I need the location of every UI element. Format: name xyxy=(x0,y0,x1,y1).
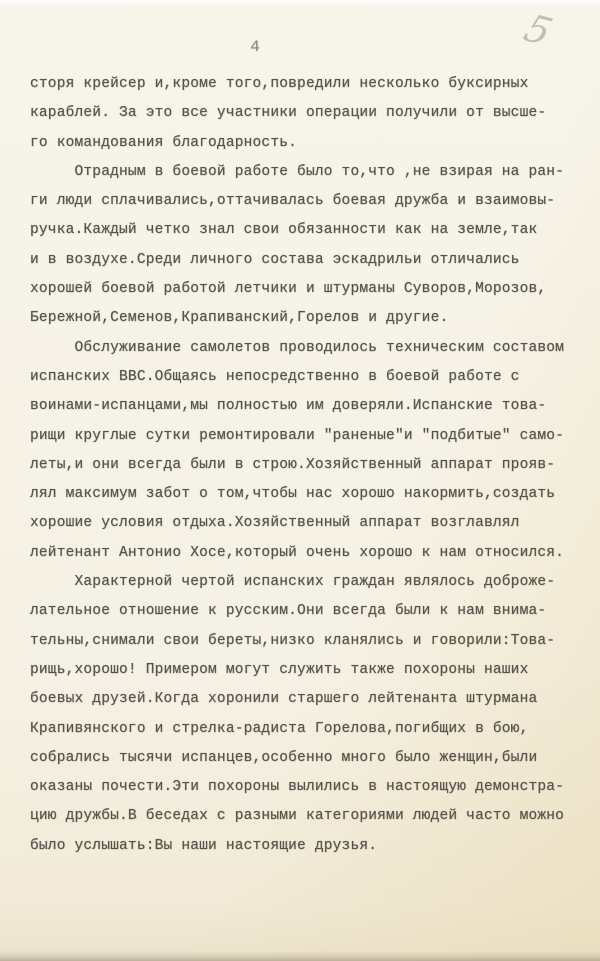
text-line: испанских ВВС.Общаясь непосредственно в боевой работе с xyxy=(30,368,520,385)
text-line: хорошие условия отдыха.Хозяйственный аппарат возглавлял xyxy=(30,515,520,532)
text-line: лял максимум забот о том,чтобы нас хорошо накормить,создать xyxy=(30,486,556,503)
text-line: цию дружбы.В беседах с разными категориями людей часто можно xyxy=(30,808,565,825)
text-line: хорошей боевой работой летчики и штурманы Суворов,Морозов, xyxy=(30,281,547,298)
typewritten-text-block xyxy=(30,70,582,861)
text-line: рищь,хорошо! Примером могут служить также похороны наших xyxy=(30,661,529,678)
text-line: Крапивянского и стрелка-радиста Горелова,погибщих в бою, xyxy=(30,720,529,737)
text-line: сторя крейсер и,кроме того,повредили несколько буксирных xyxy=(30,76,529,92)
text-line: воинами-испанцами,мы полностью им доверяли.Испанские това- xyxy=(30,398,547,415)
handwritten-pencil-mark: 5 xyxy=(518,6,559,54)
text-line: Характерной чертой испанских граждан являлось доброже- xyxy=(30,574,556,591)
scan-edge-top xyxy=(0,0,600,6)
text-line: боевых друзей.Когда хоронили старшего лейтенанта штурмана xyxy=(30,691,538,708)
text-line: караблей. За это все участники операции получили от высше- xyxy=(30,105,547,122)
text-line: тельны,снимали свои береты,низко кланялись и говорили:Това- xyxy=(30,632,556,649)
text-line: Отрадным в боевой работе было то,что ,не взирая на ран- xyxy=(30,163,565,180)
text-line: Бережной,Семенов,Крапиванский,Горелов и другие. xyxy=(30,310,449,327)
text-line: оказаны почести.Эти похороны вылились в настоящую демонстра- xyxy=(30,779,565,796)
text-line: лательное отношение к русским.Они всегда были к нам внима- xyxy=(30,603,547,620)
text-line: лейтенант Антонио Хосе,который очень хорошо к нам относился. xyxy=(30,544,565,561)
text-line: собрались тысячи испанцев,особенно много было женщин,были xyxy=(30,749,538,766)
page-number: 4 xyxy=(250,38,260,56)
text-line: и в воздухе.Среди личного состава эскадрильи отличались xyxy=(30,251,520,268)
text-line: рищи круглые сутки ремонтировали "раненые"и "подбитые" само- xyxy=(30,427,565,444)
text-line: го командования благодарность. xyxy=(30,134,298,151)
text-line: леты,и они всегда были в строю.Хозяйственный аппарат прояв- xyxy=(30,456,556,473)
text-line: Обслуживание самолетов проводилось техническим составом xyxy=(30,339,565,356)
text-line: ги люди сплачивались,оттачивалась боевая дружба и взаимовы- xyxy=(30,193,556,210)
scan-edge-bottom xyxy=(0,951,600,961)
text-line: ручка.Каждый четко знал свои обязанности как на земле,так xyxy=(30,222,538,239)
text-line: было услышать:Вы наши настоящие друзья. xyxy=(30,837,378,854)
